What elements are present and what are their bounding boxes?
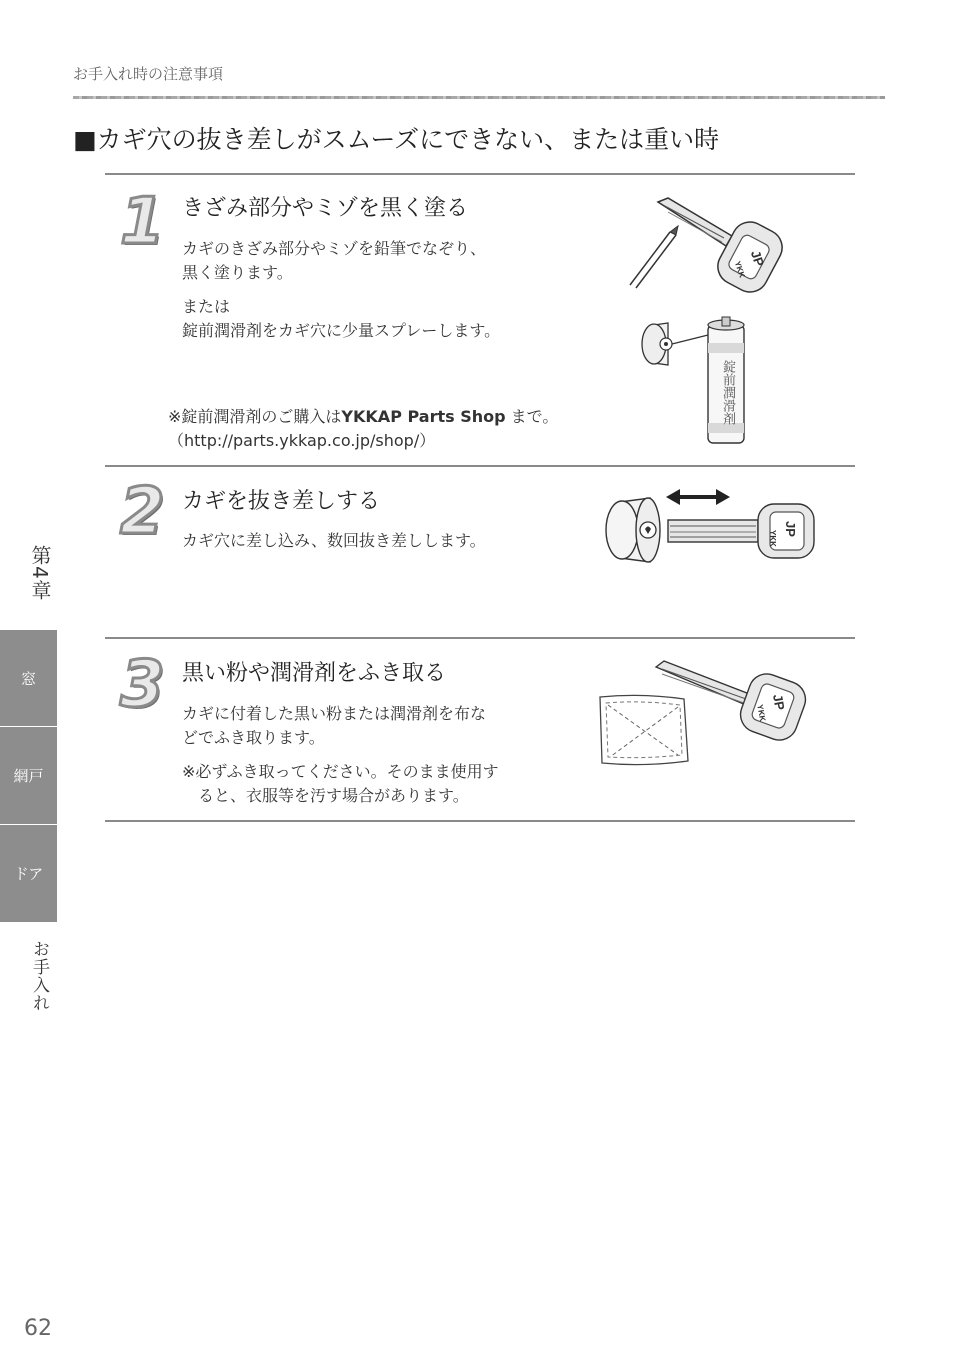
step-number: 2 — [120, 475, 163, 549]
tab-door[interactable]: ドア — [0, 825, 57, 923]
body-line: カギ穴に差し込み、数回抜き差しします。 — [182, 531, 486, 550]
key-brand: YKK — [732, 260, 747, 279]
wipe-key-illustration — [592, 655, 822, 775]
lock-cylinder-icon — [642, 323, 672, 365]
key-logo: JP — [783, 521, 798, 537]
cloth-icon — [600, 695, 688, 764]
lock-cylinder-icon — [606, 498, 660, 562]
header-rule — [73, 96, 885, 99]
chapter-label: 第4章 — [28, 545, 52, 601]
step-number: 3 — [120, 648, 163, 722]
step-number: 1 — [120, 185, 163, 259]
pencil-icon — [630, 226, 678, 288]
purchase-note — [168, 405, 558, 453]
key-logo: JP — [770, 693, 788, 712]
shop-name: YKKAP Parts Shop — [341, 407, 506, 426]
running-header: お手入れ時の注意事項 — [73, 65, 224, 83]
step-divider — [105, 820, 855, 822]
note-line: ※必ずふき取ってください。そのまま使用す — [182, 762, 499, 781]
shop-url: （http://parts.ykkap.co.jp/shop/） — [168, 431, 436, 450]
note-line — [168, 405, 558, 429]
body-line: または — [182, 297, 231, 316]
section-title: ■カギ穴の抜き差しがスムーズにできない、または重い時 — [73, 125, 720, 154]
body-line: カギに付着した黒い粉または潤滑剤を布な — [182, 704, 487, 723]
page-number: 62 — [24, 1316, 52, 1341]
wipe-note — [182, 760, 499, 808]
step-divider — [105, 465, 855, 467]
step-title: カギを抜き差しする — [182, 489, 381, 514]
key-brand: YKK — [768, 530, 777, 547]
step-title: 黒い粉や潤滑剤をふき取る — [182, 661, 447, 686]
spray-illustration — [636, 315, 756, 450]
tab-maintenance-current: お手入れ — [29, 940, 49, 1012]
step-alternative — [182, 295, 500, 343]
body-line: 錠前潤滑剤をカギ穴に少量スプレーします。 — [182, 321, 501, 340]
body-line: 黒く塗ります。 — [182, 263, 293, 282]
key-pencil-illustration — [620, 190, 790, 300]
note-line: ると、衣服等を汚す場合があります。 — [182, 786, 469, 805]
spray-label: 錠前潤滑剤 — [720, 360, 735, 425]
tab-window[interactable]: 窓 — [0, 630, 57, 727]
double-arrow-icon — [666, 489, 730, 505]
step-divider — [105, 173, 855, 175]
step-body — [182, 237, 486, 285]
step-divider — [105, 637, 855, 639]
spray-nozzle — [672, 335, 708, 344]
step-body — [182, 529, 486, 553]
step-title: きざみ部分やミゾを黒く塗る — [182, 196, 469, 221]
key-brand: YKK — [755, 703, 768, 723]
step-body — [182, 702, 486, 750]
note-suffix: まで。 — [505, 407, 559, 426]
key-icon — [658, 198, 788, 298]
body-line: カギのきざみ部分やミゾを鉛筆でなぞり、 — [182, 239, 487, 258]
tab-screen[interactable]: 網戸 — [0, 727, 57, 825]
note-prefix: ※錠前潤滑剤のご購入は — [168, 407, 342, 426]
key-logo: JP — [747, 248, 768, 269]
insert-key-illustration — [600, 482, 820, 572]
body-line: どでふき取ります。 — [182, 728, 325, 747]
